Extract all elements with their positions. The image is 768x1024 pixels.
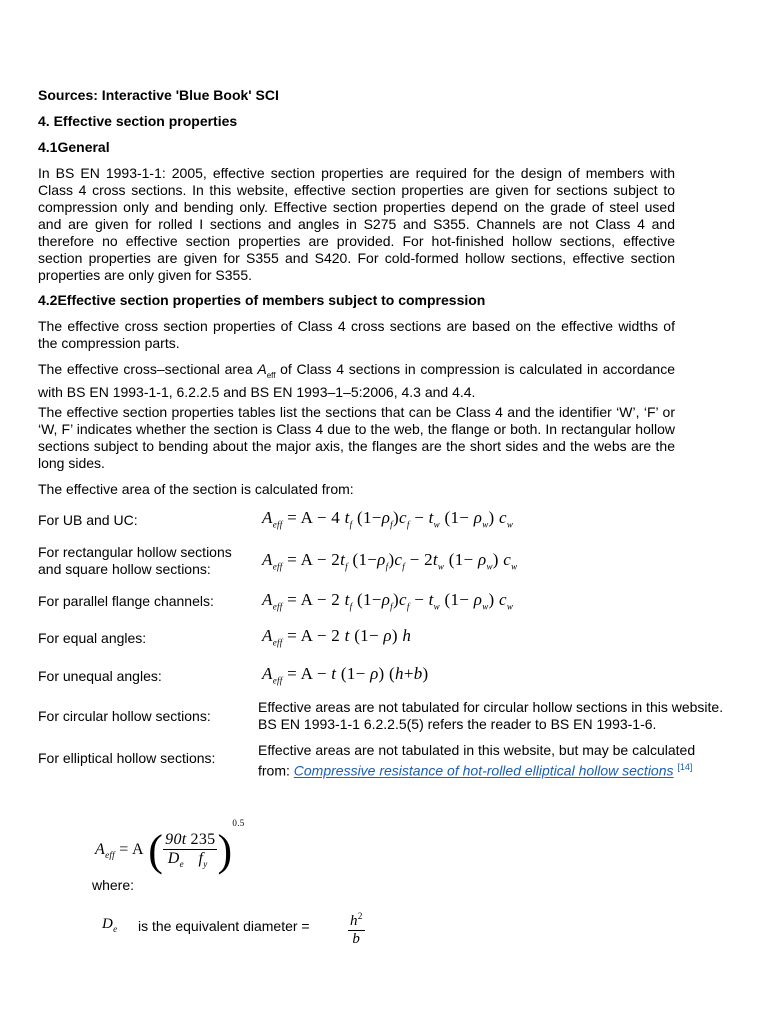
- formula-label-unequal-angles: For unequal angles:: [38, 668, 162, 684]
- subsection-heading-general: 4.1General: [38, 139, 110, 155]
- paragraph-tables: The effective section properties tables list the sections that can be Class 4 and the identifier ‘W’, ‘F’ or ‘W, F’ indicates whether the section is Class 4 due to the web, the flange or both. In rectangular hollow sections subject to bending about the major axis, the flanges are the short sides and the webs are the long sides.: [38, 404, 675, 471]
- formula-label-rhs-shs: For rectangular hollow sections and square hollow sections:: [38, 544, 232, 577]
- note-chs: Effective areas are not tabulated for circular hollow sections in this website. BS EN 1993-1-1 6.2.2.5(5) refers the reader to BS EN 1993-1-6.: [258, 699, 724, 732]
- paragraph-general: In BS EN 1993-1-1: 2005, effective section properties are required for the design of members with Class 4 cross sections. In this website, effective section properties are given for sections subject to compression only and bending only. Effective section properties depend on the grade of steel used and are given for rolled I sections and angles in S275 and S355. Channels are not Class 4 and therefore no effective section properties are provided. For hot-finished hollow sections, effective section properties are given for S355 and S420. For cold-formed hollow sections, effective section properties are only given for S355.: [38, 165, 675, 283]
- subsection-heading-compression: 4.2Effective section properties of members subject to compression: [38, 292, 486, 308]
- formula-label-equal-angles: For equal angles:: [38, 630, 147, 646]
- formula-ub-uc: $A_{eff} = A - 4$ $t_f$ $(1-\rho_f)c_f - t_w$ $(1- \rho_w)$ $c_w$: [262, 508, 514, 530]
- aeff-subscript: eff: [266, 370, 276, 380]
- formula-equal-angles: $A_{eff} = A - 2$ t (1− ρ) h: [262, 626, 412, 648]
- de-description: is the equivalent diameter =: [138, 918, 310, 934]
- formula-label-pfc: For parallel flange channels:: [38, 593, 214, 609]
- de-fraction: $\frac{h^2}{b}$: [350, 911, 363, 947]
- de-symbol: $D_e$: [102, 916, 118, 934]
- para3-start: The effective cross–sectional area: [38, 361, 258, 377]
- link-compressive-resistance-ehs[interactable]: Compressive resistance of hot-rolled elliptical hollow sections: [293, 762, 674, 779]
- paragraph-effective-area: [38, 361, 675, 401]
- paragraph-effective-widths: The effective cross section properties of Class 4 cross sections are based on the effective widths of the compression parts.: [38, 318, 675, 351]
- source-line: Sources: Interactive 'Blue Book' SCI: [38, 87, 279, 103]
- note-ehs-text: Effective areas are not tabulated in this website, but may be calculated from:: [258, 742, 696, 779]
- reference-marker[interactable]: [14]: [677, 762, 693, 772]
- formula-label-ub-uc: For UB and UC:: [38, 512, 138, 528]
- where-label: where:: [92, 877, 135, 893]
- paragraph-effective-area-intro: The effective area of the section is calculated from:: [38, 481, 354, 497]
- aeff-symbol: A: [257, 361, 267, 377]
- note-ehs: [258, 742, 728, 780]
- formula-pfc: $A_{eff} = A - 2$ $t_f$ $(1-\rho_f)c_f - t_w$ $(1- \rho_w)$ $c_w$: [262, 590, 514, 612]
- formula-label-chs: For circular hollow sections:: [38, 708, 211, 724]
- formula-label-ehs: For elliptical hollow sections:: [38, 750, 216, 766]
- formula-rhs-shs: $A_{eff} = A - 2t_f$ $(1-\rho_f)c_f - 2t_w$ $(1- \rho_w)$ $c_w$: [262, 550, 518, 572]
- section-heading: 4. Effective section properties: [38, 113, 238, 129]
- para3-end: of Class 4 sections in compression is calculated in accordance with BS EN 1993-1-1, 6.2.2.5 and BS EN 1993–1–5:2006, 4.3 and 4.4.: [38, 361, 675, 400]
- formula-unequal-angles: $A_{eff} = A - t$ (1− ρ) (h+b): [262, 664, 429, 686]
- formula-ehs-effective-area: $A_{eff} = A$ ( $\frac{90t}{D_e}$ $\frac{235}{f_y}$ )$^{0.5}$: [95, 818, 245, 875]
